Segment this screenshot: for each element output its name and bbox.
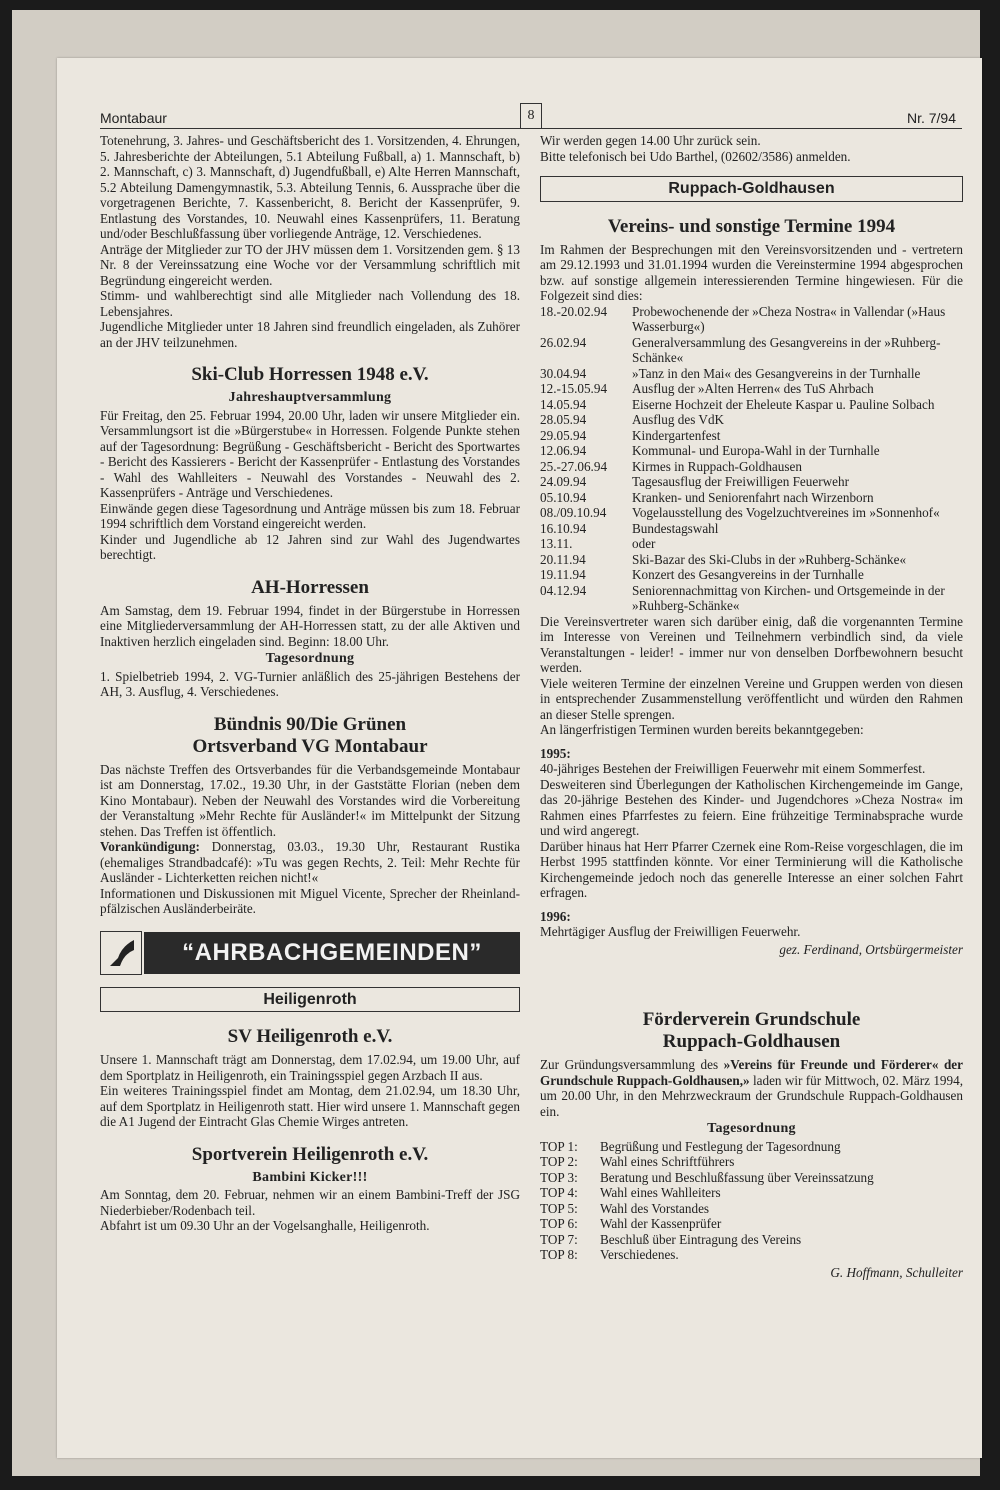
section-banner [100, 931, 520, 975]
agenda-item: Wahl eines Wahlleiters [600, 1185, 721, 1200]
event-date: 28.05.94 [540, 412, 587, 427]
header-town: Montabaur [100, 110, 167, 126]
gruene-text-body: Donnerstag, 03.03., 19.30 Uhr, Restaurant Rustika (ehemaliges Strandbadcafé): »Tu was gegen Rechts, 2. Teil: Mehr Rechte für Ausländer - Lichterketten reichen nicht!« [100, 839, 520, 885]
issue-number: Nr. 7/94 [906, 110, 956, 126]
event-date: 26.02.94 [540, 334, 587, 350]
gruene-text: Informationen und Diskussionen mit Miguel Vicente, Sprecher der Rheinland-pfälzischen Ausländerbeiräte. [100, 885, 520, 916]
event-text: Seniorennachmittag von Kirchen- und Ortsgemeinde in der »Ruhberg-Schänke« [632, 582, 945, 613]
event-row [540, 567, 963, 583]
event-date: 12.06.94 [540, 443, 587, 458]
ski-club-subtitle: Jahreshauptversammlung [228, 390, 392, 405]
event-row [540, 304, 963, 335]
signature-principal: G. Hoffmann, Schulleiter [830, 1264, 963, 1280]
event-text: Ski-Bazar des Ski-Clubs in der »Ruhberg-Schänke« [632, 551, 907, 567]
trip-note: Wir werden gegen 14.00 Uhr zurück sein. [540, 133, 761, 148]
event-row [540, 505, 963, 521]
agenda-row [540, 1247, 963, 1263]
agenda-number: TOP 5: [540, 1200, 578, 1216]
event-date: 08./09.10.94 [540, 505, 607, 520]
sv-title: SV Heiligenroth e.V. [227, 1026, 393, 1047]
agenda-row [540, 1170, 963, 1186]
agenda-row [540, 1232, 963, 1248]
ski-club-text: Einwände gegen diese Tagesordnung und Anträge müssen bis zum 18. Februar 1994 schriftlich dem Vorstand eingereicht werden. [100, 500, 520, 531]
event-text: Eiserne Hochzeit der Eheleute Kaspar u. Pauline Solbach [632, 396, 935, 412]
event-date: 05.10.94 [540, 489, 587, 505]
event-row [540, 366, 963, 382]
event-row [540, 397, 963, 413]
year-1996-text: Mehrtägiger Ausflug der Freiwilligen Feuerwehr. [540, 924, 801, 939]
event-date: 13.11. [540, 536, 573, 551]
event-text: Bundestagswahl [632, 520, 719, 536]
agenda-item: Beratung und Beschlußfassung über Vereinssatzung [600, 1169, 874, 1185]
agenda-number: TOP 7: [540, 1231, 578, 1247]
event-date: 29.05.94 [540, 427, 587, 443]
event-row [540, 552, 963, 568]
year-1995-heading: 1995: [540, 745, 571, 761]
ah-text: Am Samstag, dem 19. Februar 1994, findet in der Bürgerstube in Horressen eine Mitgliederversammlung der AH-Horressen statt, zu der alle Aktiven und Inaktiven herzlich eingeladen sind. Beginn: 18.00 Uhr. [100, 602, 520, 649]
event-text: Ausflug des VdK [632, 412, 725, 427]
event-text: oder [632, 536, 656, 551]
foerderverein-text-b: »Vereins für Freunde und Förderer« der Grundschule Ruppach-Goldhausen,» [540, 1057, 963, 1088]
ski-club-title: Ski-Club Horressen 1948 e.V. [191, 364, 429, 385]
region-logo-icon [100, 931, 142, 975]
ski-club-text: Für Freitag, den 25. Februar 1994, 20.00 Uhr, laden wir unsere Mitglieder ein. Versammlungsort ist die »Bürgerstube« in Horressen. Folgende Punkte stehen auf der Tagesordnung: Begrüßung - Geschäftsbericht - Bericht des Sportwartes - Bericht des Kassierers - Bericht der Kassenprüfer - Entlastung des Vorstandes - Wahl des Wahlleiters - Neuwahl des Vorstandes - Neuwahl des 2. Kassenprüfers - Anträge und Verschiedenes. [100, 407, 520, 500]
termine-title: Vereins- und sonstige Termine 1994 [607, 215, 896, 237]
events-table [540, 304, 963, 614]
year-1996-heading: 1996: [540, 908, 571, 924]
agenda-note: Stimm- und wahlberechtigt sind alle Mitglieder nach Vollendung des 18. Lebensjahres. [100, 288, 520, 319]
event-date: 25.-27.06.94 [540, 458, 608, 474]
event-text: Tagesausflug der Freiwilligen Feuerwehr [632, 474, 849, 489]
foerderverein-text-a: Zur Gründungsversammlung des [540, 1057, 724, 1072]
agenda-note: Anträge der Mitglieder zur TO der JHV müssen dem 1. Vorsitzenden gem. § 13 Nr. 8 der Vereinssatzung eine Woche vor der Versammlung schriftlich mit Begründung eingereicht werden. [100, 241, 520, 288]
year-1995-text: Darüber hinaus hat Herr Pfarrer Czernek eine Rom-Reise vorgeschlagen, die im Herbst 1995 stattfinden könnte. Vor einer Terminierung will die Katholische Kirchengemeinde jedoch noch das generelle Interesse an einer solchen Fahrt erfragen. [540, 838, 963, 900]
agenda-row [540, 1154, 963, 1170]
ah-text: 1. Spielbetrieb 1994, 2. VG-Turnier anläßlich des 25-jährigen Bestehens der AH, 3. Ausflug, 4. Verschiedenes. [100, 668, 520, 699]
event-date: 19.11.94 [540, 567, 586, 582]
event-row [540, 459, 963, 475]
event-date: 18.-20.02.94 [540, 303, 608, 319]
scan-background [12, 10, 980, 1476]
year-1995-text: 40-jähriges Bestehen der Freiwilligen Feuerwehr mit einem Sommerfest. [540, 761, 926, 776]
sportverein-subtitle: Bambini Kicker!!! [252, 1169, 368, 1185]
newspaper-page [57, 58, 982, 1458]
agenda-continued: Totenehrung, 3. Jahres- und Geschäftsbericht des 1. Vorsitzenden, 4. Ehrungen, 5. Jahresberichte der Abteilungen, 5.1 Abteilung Fußball, a) 1. Mannschaft, b) 2. Mannschaft, c) 3. Mannschaft, d) Jugendfußball, e) Alte Herren Mannschaft, 5.2 Abteilung Damengymnastik, 5.3. Abteilung Tennis, 6. Aussprache über die vorgetragenen Berichte, 7. Kassenbericht, 8. Bericht der Kassenprüfer, 9. Entlastung des Vorstandes, 10. Neuwahl eines Kassenprüfers, 11. Beratung und/oder Beschlußfassung über vorliegende Anträge, 12. Verschiedenes. [100, 133, 520, 241]
agenda-note: Jugendliche Mitglieder unter 18 Jahren sind freundlich eingeladen, als Zuhörer an der JHV teilzunehmen. [100, 319, 520, 350]
event-date: 24.09.94 [540, 474, 587, 489]
agenda-row [540, 1185, 963, 1201]
event-row [540, 335, 963, 366]
year-1995-text: Desweiteren sind Überlegungen der Katholischen Kirchengemeinde im Gange, das 20-jährige Bestehen des Kinder- und Jugendchores »Cheza Nostra« im Rahmen eines Pfarrfestes zu feiern. Eine frühzeitige Terminabsprache wurde und wird angeregt. [540, 776, 963, 838]
event-date: 04.12.94 [540, 582, 587, 598]
banner-title: “AHRBACHGEMEINDEN” [144, 932, 520, 974]
foerderverein-subtitle: Tagesordnung [707, 1121, 796, 1136]
left-column [100, 133, 520, 1234]
gruene-text: Das nächste Treffen des Ortsverbandes für die Verbandsgemeinde Montabaur ist am Donnerstag, 17.02., 19.30 Uhr, in der Gaststätte Florian (neben dem Kino Montabaur). Neben der Neuwahl des Vorstandes wird die Vorbereitung der Veranstaltung »Mehr Rechte für Ausländer!« im Mittelpunkt der Sitzung stehen. Das Treffen ist öffentlich. [100, 761, 520, 839]
agenda-row [540, 1201, 963, 1217]
event-row [540, 521, 963, 537]
event-text: Kindergartenfest [632, 427, 721, 443]
trip-note: Bitte telefonisch bei Udo Barthel, (02602/3586) anmelden. [540, 148, 851, 164]
agenda-row [540, 1139, 963, 1155]
agenda-row [540, 1216, 963, 1232]
event-text: Kirmes in Ruppach-Goldhausen [632, 458, 802, 474]
agenda-number: TOP 1: [540, 1138, 578, 1154]
sportverein-text: Abfahrt ist um 09.30 Uhr an der Vogelsanghalle, Heiligenroth. [100, 1218, 430, 1233]
event-text: Probewochenende der »Cheza Nostra« in Vallendar (»Haus Wasserburg«) [632, 303, 946, 334]
event-text: »Tanz in den Mai« des Gesangvereins in der Turnhalle [632, 365, 921, 381]
event-text: Konzert des Gesangvereins in der Turnhalle [632, 567, 864, 582]
event-text: Kommunal- und Europa-Wahl in der Turnhalle [632, 443, 880, 458]
agenda-item: Begrüßung und Festlegung der Tagesordnung [600, 1138, 841, 1154]
sportverein-text: Am Sonntag, dem 20. Februar, nehmen wir an einem Bambini-Treff der JSG Niederbieber/Rodenbach teil. [100, 1187, 520, 1218]
agenda-number: TOP 4: [540, 1185, 578, 1200]
event-row [540, 474, 963, 490]
ski-club-text: Kinder und Jugendliche ab 12 Jahren sind zur Wahl des Jugendwartes berechtigt. [100, 531, 520, 562]
agenda-item: Verschiedenes. [600, 1247, 679, 1262]
event-row [540, 412, 963, 428]
agenda-item: Wahl des Vorstandes [600, 1200, 710, 1216]
event-text: Generalversammlung des Gesangvereins in der »Ruhberg-Schänke« [632, 334, 941, 365]
termine-intro: Im Rahmen der Besprechungen mit den Vereinsvorsitzenden und - vertretern am 29.12.1993 und 31.01.1994 wurden die Vereinstermine 1994 abgesprochen bzw. auf sonstige allgemein interessierenden Termine hingewiesen. Für die Folgezeit sind dies: [540, 241, 963, 303]
event-text: Kranken- und Seniorenfahrt nach Wirzenborn [632, 489, 874, 505]
gruene-title-2: Ortsverband VG Montabaur [192, 735, 428, 757]
agenda-table [540, 1139, 963, 1263]
foerderverein-title: Förderverein Grundschule [642, 1009, 861, 1030]
foerderverein-text [540, 1057, 963, 1119]
agenda-number: TOP 8: [540, 1247, 578, 1262]
agenda-item: Wahl eines Schriftführers [600, 1154, 735, 1169]
gruene-title: Bündnis 90/Die Grünen [213, 713, 407, 735]
sv-text: Unsere 1. Mannschaft trägt am Donnerstag, dem 17.02.94, um 19.00 Uhr, auf dem Sportplatz in Heiligenroth, ein Trainingsspiel gegen Arzbach II aus. [100, 1052, 520, 1083]
event-row [540, 381, 963, 397]
termine-text: An längerfristigen Terminen wurden bereits bekanntgegeben: [540, 722, 864, 737]
foerderverein-text-c: laden wir für Mittwoch, 02. März 1994, um 20.00 Uhr, in den Mehrzweckraum der Grundschule Ruppach-Goldhausen ein. [540, 1072, 963, 1119]
event-row [540, 536, 963, 552]
event-row [540, 443, 963, 459]
right-column [540, 133, 963, 1280]
page-number: 8 [520, 103, 542, 129]
event-date: 14.05.94 [540, 396, 587, 412]
agenda-item: Beschluß über Eintragung des Vereins [600, 1231, 802, 1247]
event-date: 20.11.94 [540, 551, 586, 567]
event-date: 30.04.94 [540, 365, 587, 381]
termine-text: Die Vereinsvertreter waren sich darüber einig, daß die vorgenannten Termine im Interesse von Vereinen und Teilnehmern verbindlich sind, da viele Veranstaltungen - leider! - immer nur von denselben Dorfbewohnern besucht werden. [540, 613, 963, 675]
agenda-number: TOP 3: [540, 1169, 578, 1185]
heiligenroth-heading: Heiligenroth [100, 987, 520, 1013]
agenda-item: Wahl der Kassenprüfer [600, 1216, 722, 1231]
termine-text: Viele weiteren Termine der einzelnen Vereine und Gruppen werden von diesen in entsprechender Zusammenstellung veröffentlicht und würden den Rahmen an dieser Stelle sprengen. [540, 675, 963, 722]
sv-text: Ein weiteres Trainingsspiel findet am Montag, dem 21.02.94, um 18.30 Uhr, auf dem Sportplatz in Heiligenroth statt. Hier wird unsere 1. Mannschaft gegen die A1 Jugend der Eintracht Glas Chemie Wirges antreten. [100, 1083, 520, 1129]
event-text: Vogelausstellung des Vogelzuchtvereines im »Sonnenhof« [632, 505, 940, 520]
event-row [540, 490, 963, 506]
ah-subtitle: Tagesordnung [265, 651, 355, 666]
event-date: 16.10.94 [540, 520, 587, 536]
event-row [540, 428, 963, 444]
ruppach-heading: Ruppach-Goldhausen [540, 176, 963, 202]
ah-title: AH-Horressen [251, 576, 369, 598]
agenda-number: TOP 6: [540, 1216, 578, 1231]
agenda-number: TOP 2: [540, 1154, 578, 1169]
event-row [540, 583, 963, 614]
sportverein-title: Sportverein Heiligenroth e.V. [191, 1143, 429, 1165]
event-text: Ausflug der »Alten Herren« des TuS Ahrbach [632, 381, 874, 396]
gruene-text [100, 839, 520, 886]
event-date: 12.-15.05.94 [540, 381, 608, 396]
header-rule [100, 128, 962, 129]
foerderverein-title-2: Ruppach-Goldhausen [662, 1031, 841, 1052]
signature-mayor: gez. Ferdinand, Ortsbürgermeister [779, 941, 963, 957]
gruene-label: Vorankündigung: [100, 839, 200, 854]
